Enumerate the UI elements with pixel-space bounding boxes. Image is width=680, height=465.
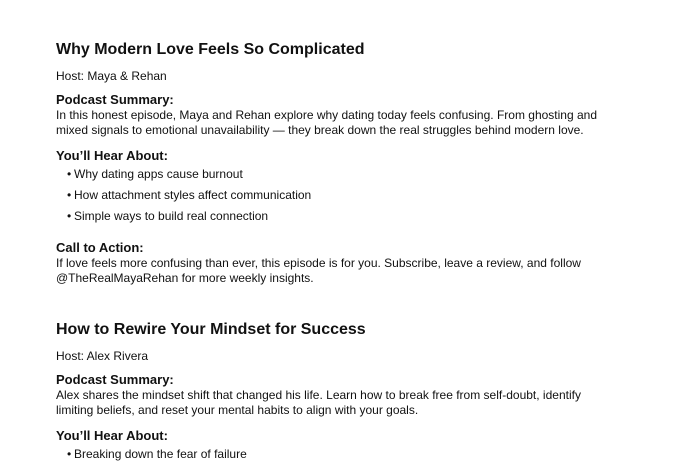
cta-line: @TheRealMayaRehan for more weekly insights. (56, 271, 314, 285)
summary-line: mixed signals to emotional unavailability — they break down the real struggles behind modern love. (56, 123, 584, 137)
bullet-icon: • (67, 209, 72, 223)
list-item (67, 164, 626, 185)
summary-line: In this honest episode, Maya and Rehan explore why dating today feels confusing. From ghosting and (56, 108, 598, 122)
episode-host: Host: Alex Rivera (56, 349, 149, 363)
list-item (67, 185, 626, 206)
episode-section (56, 321, 626, 465)
list-item-text: How attachment styles affect communication (74, 188, 312, 202)
topic-list (67, 164, 626, 227)
bullet-icon: • (67, 447, 72, 461)
episode-title: How to Rewire Your Mindset for Success (56, 321, 366, 338)
summary-paragraph (56, 108, 626, 138)
summary-line: limiting beliefs, and reset your mental habits to align with your goals. (56, 403, 419, 417)
bullet-icon: • (67, 167, 72, 181)
cta-heading: Call to Action: (56, 240, 144, 255)
list-item-text: Breaking down the fear of failure (74, 447, 247, 461)
bullet-icon: • (67, 188, 72, 202)
hear-about-heading: You’ll Hear About: (56, 428, 168, 443)
cta-paragraph (56, 256, 626, 286)
episode-section (56, 41, 626, 286)
summary-heading: Podcast Summary: (56, 372, 174, 387)
episode-host: Host: Maya & Rehan (56, 69, 167, 83)
list-item (67, 206, 626, 227)
list-item (67, 444, 626, 465)
summary-line: Alex shares the mindset shift that changed his life. Learn how to break free from self-doubt, identify (56, 388, 581, 402)
hear-about-heading: You’ll Hear About: (56, 148, 168, 163)
summary-heading: Podcast Summary: (56, 92, 174, 107)
list-item-text: Simple ways to build real connection (74, 209, 269, 223)
cta-line: If love feels more confusing than ever, this episode is for you. Subscribe, leave a review, and follow (56, 256, 581, 270)
episode-title: Why Modern Love Feels So Complicated (56, 41, 365, 58)
list-item-text: Why dating apps cause burnout (74, 167, 243, 181)
topic-list (67, 444, 626, 465)
summary-paragraph (56, 388, 626, 418)
